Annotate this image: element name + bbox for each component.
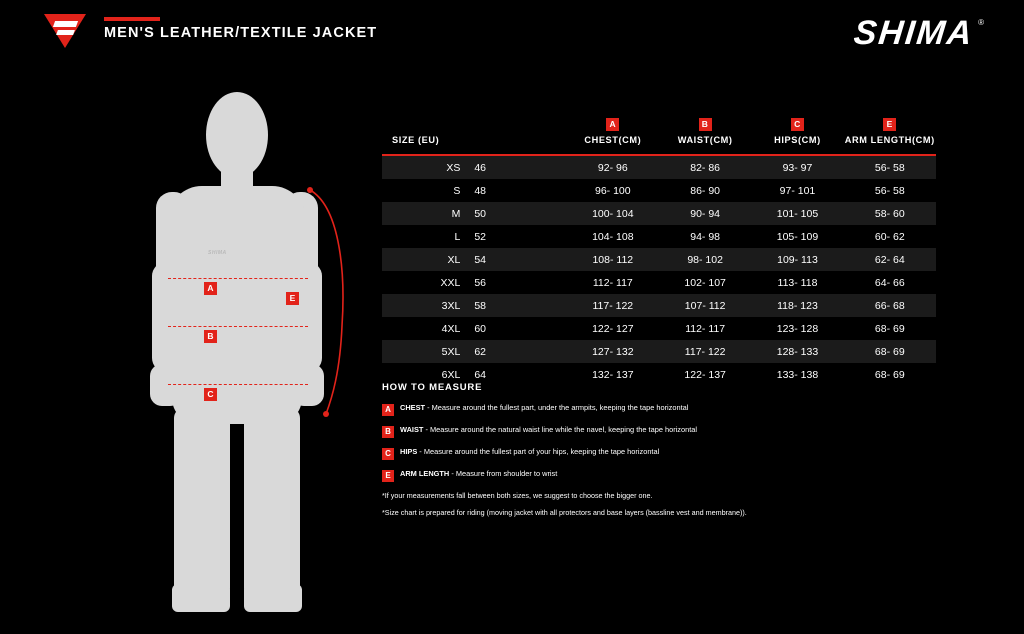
cell-arm-length: 58- 60: [844, 202, 936, 225]
tag-b-legend-icon: B: [382, 426, 394, 438]
cell-chest: 96- 100: [595, 184, 631, 197]
table-row: [382, 202, 936, 225]
cell-chest: 108- 112: [567, 248, 659, 271]
how-to-measure-notes: [382, 491, 942, 518]
how-to-measure-note: *If your measurements fall between both sizes, we suggest to choose the bigger one.: [382, 491, 653, 500]
tag-c-header-icon: C: [791, 118, 804, 131]
column-header-hips-label: HIPS(CM): [774, 135, 821, 145]
cell-waist: 112- 117: [685, 322, 726, 335]
cell-waist: 117- 122: [659, 340, 751, 363]
cell-arm-length: 56- 58: [844, 155, 936, 179]
figure-head: [206, 92, 268, 178]
size-table-header-row: [382, 112, 936, 155]
cell-arm-length: 62- 64: [844, 248, 936, 271]
brand-wordmark: SHIMA: [851, 14, 976, 52]
tag-a-icon: A: [204, 282, 217, 295]
column-header-arm-length-label: ARM LENGTH(CM): [844, 135, 935, 145]
tag-e-icon: E: [286, 292, 299, 305]
arm-length-measure-line: [270, 176, 350, 426]
cell-chest: 92- 96: [567, 155, 659, 179]
column-header-size-label: SIZE (EU): [392, 135, 440, 145]
cell-waist: 94- 98: [690, 230, 721, 243]
cell-arm-length: 66- 68: [844, 294, 936, 317]
cell-size-eu: 64: [474, 368, 487, 381]
cell-size-eu: 60: [474, 322, 487, 335]
cell-arm-length: 68- 69: [874, 322, 905, 335]
cell-waist: 90- 94: [659, 202, 751, 225]
table-row: [382, 340, 936, 363]
figure-foot-right: [244, 584, 302, 612]
column-header-hips: [751, 112, 843, 155]
page-header: [0, 0, 1024, 62]
title-accent-rule: [104, 17, 160, 21]
column-header-chest-label: CHEST(CM): [584, 135, 642, 145]
column-header-waist-label: WAIST(CM): [677, 135, 733, 145]
cell-size-eu: 50: [474, 202, 566, 225]
column-header-arm-length: [844, 112, 936, 155]
table-row: [382, 225, 936, 248]
cell-size-label: 6XL: [441, 368, 461, 381]
measurement-figure: [110, 92, 370, 592]
cell-hips: 105- 109: [776, 230, 819, 243]
how-to-measure-note: *Size chart is prepared for riding (moving jacket with all protectors and base layers (bassline vest and membrane)).: [382, 508, 747, 518]
cell-size-eu: 56: [474, 276, 487, 289]
figure-leg-left: [174, 408, 230, 598]
cell-chest: 132- 137: [592, 368, 634, 381]
cell-size-label: S: [453, 184, 461, 197]
trademark-symbol: ®: [978, 18, 984, 27]
cell-waist: 122- 137: [684, 368, 726, 381]
figure-chest-logo: SHIMA: [208, 250, 227, 256]
figure-foot-left: [172, 584, 230, 612]
cell-size-label: L: [454, 230, 461, 243]
cell-waist: 102- 107: [684, 276, 726, 289]
cell-hips: 101- 105: [751, 202, 843, 225]
cell-size-label: XXL: [440, 276, 461, 289]
tag-a-header-icon: A: [606, 118, 619, 131]
how-to-measure-item-text: HIPS - Measure around the fullest part of your hips, keeping the tape horizontal: [400, 447, 660, 456]
size-table: [382, 112, 936, 386]
cell-arm-length: 60- 62: [874, 230, 905, 243]
cell-size-eu: 54: [474, 248, 566, 271]
cell-size-label: XS: [382, 155, 474, 179]
tag-c-icon: C: [204, 388, 217, 401]
column-header-chest: [567, 112, 659, 155]
brand-logo: [851, 14, 984, 52]
cell-size-label: XL: [382, 248, 474, 271]
cell-size-label: 4XL: [441, 322, 461, 335]
size-table-container: [382, 112, 936, 386]
cell-size-eu: 46: [474, 155, 566, 179]
column-header-size: [382, 112, 567, 155]
cell-hips: 93- 97: [751, 155, 843, 179]
tag-e-header-icon: E: [883, 118, 896, 131]
table-row: [382, 294, 936, 317]
table-row: [382, 155, 936, 179]
how-to-measure-item: [382, 447, 942, 460]
cell-size-label: 3XL: [382, 294, 474, 317]
cell-waist: 82- 86: [659, 155, 751, 179]
how-to-measure-list: [382, 403, 942, 482]
cell-chest: 100- 104: [567, 202, 659, 225]
cell-arm-length: 64- 66: [874, 276, 905, 289]
tag-b-header-icon: B: [699, 118, 712, 131]
cell-hips: 109- 113: [751, 248, 843, 271]
cell-waist: 86- 90: [690, 184, 721, 197]
table-row: [382, 248, 936, 271]
cell-chest: 122- 127: [592, 322, 634, 335]
cell-hips: 97- 101: [779, 184, 816, 197]
size-table-head: [382, 112, 936, 155]
tag-a-legend-icon: A: [382, 404, 394, 416]
page-title: MEN'S LEATHER/TEXTILE JACKET: [104, 25, 378, 41]
size-table-body: [382, 155, 936, 386]
cell-hips: 113- 118: [777, 276, 818, 289]
cell-size-eu: 52: [474, 230, 487, 243]
cell-hips: 128- 133: [751, 340, 843, 363]
how-to-measure-section: [382, 382, 942, 518]
tag-e-legend-icon: E: [382, 470, 394, 482]
cell-chest: 112- 117: [592, 276, 633, 289]
tag-c-legend-icon: C: [382, 448, 394, 460]
cell-size-eu: 62: [474, 340, 566, 363]
how-to-measure-item: [382, 403, 942, 416]
cell-chest: 127- 132: [567, 340, 659, 363]
how-to-measure-item-text: CHEST - Measure around the fullest part, under the armpits, keeping the tape horizontal: [400, 403, 689, 412]
table-row: [382, 271, 936, 294]
cell-chest: 117- 122: [567, 294, 659, 317]
cell-size-eu: 58: [474, 294, 566, 317]
cell-arm-length: 68- 69: [844, 340, 936, 363]
table-row: [382, 179, 936, 202]
shima-emblem-icon: [44, 14, 86, 48]
figure-leg-right: [244, 408, 300, 598]
cell-hips: 133- 138: [776, 368, 819, 381]
how-to-measure-item: [382, 469, 942, 482]
cell-waist: 107- 112: [659, 294, 751, 317]
cell-chest: 104- 108: [592, 230, 634, 243]
how-to-measure-item-text: WAIST - Measure around the natural waist line while the navel, keeping the tape horizontal: [400, 425, 698, 434]
page-content: [0, 62, 1024, 634]
column-header-waist: [659, 112, 751, 155]
how-to-measure-item-text: ARM LENGTH - Measure from shoulder to wrist: [400, 469, 558, 478]
cell-arm-length: 56- 58: [874, 184, 905, 197]
cell-hips: 118- 123: [751, 294, 843, 317]
table-row: [382, 317, 936, 340]
tag-b-icon: B: [204, 330, 217, 343]
cell-waist: 98- 102: [659, 248, 751, 271]
how-to-measure-item: [382, 425, 942, 438]
cell-size-eu: 48: [474, 184, 487, 197]
cell-size-label: 5XL: [382, 340, 474, 363]
cell-hips: 123- 128: [776, 322, 819, 335]
cell-arm-length: 68- 69: [874, 368, 905, 381]
how-to-measure-title: HOW TO MEASURE: [382, 382, 483, 393]
cell-size-label: M: [382, 202, 474, 225]
